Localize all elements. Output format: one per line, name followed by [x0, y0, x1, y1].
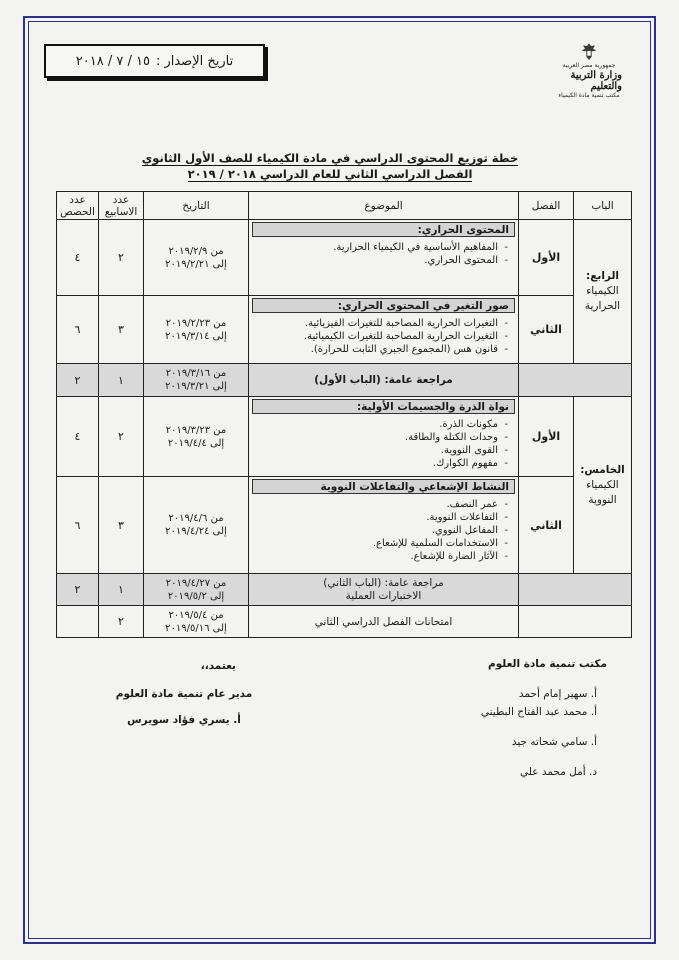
- unit-4-name: الكيمياء الحرارية: [584, 285, 621, 312]
- weeks-cell: ٣: [99, 477, 144, 574]
- date-cell: [144, 220, 249, 296]
- table-row-review: [57, 364, 632, 397]
- ministry-logo: [556, 42, 622, 100]
- topic-cell: [249, 477, 519, 574]
- director-approval: [104, 658, 264, 728]
- table-row: [57, 477, 632, 574]
- list-item: - المفاهيم الأساسية في الكيمياء الحرارية.: [255, 241, 498, 254]
- unit-5-name: الكيمياء النووية: [586, 478, 619, 506]
- logo-ministry-name: وزارة التربية والتعليم: [570, 70, 622, 92]
- issue-date-label: تاريخ الإصدار :: [155, 53, 234, 69]
- date-from: من ٢٠١٩/٤/٦: [168, 513, 224, 524]
- date-to: إلى ٢٠١٩/٣/٢١: [165, 381, 227, 392]
- date-from: من ٢٠١٩/٥/٤: [168, 609, 224, 621]
- date-cell: [144, 477, 249, 574]
- list-item: - قانون هس (المجموع الجبري الثابت للحرارة).: [255, 343, 498, 356]
- review-topic-cell: [249, 574, 519, 606]
- review-blank-cell: [519, 364, 632, 397]
- topic-heading: صور التغير في المحتوى الحراري:: [252, 298, 515, 313]
- periods-cell: ٦: [57, 477, 99, 574]
- weeks-cell: ١: [99, 364, 144, 397]
- date-to: إلى ٢٠١٩/٤/٤: [167, 437, 225, 449]
- table-row-review: [57, 574, 632, 606]
- col-header-bab: الباب: [574, 192, 632, 220]
- col-header-topic: الموضوع: [249, 192, 519, 220]
- date-cell: [144, 296, 249, 364]
- periods-cell: ٢: [57, 364, 99, 397]
- content-plan-table: [56, 191, 632, 638]
- unit-4-label: الرابع:: [586, 270, 619, 282]
- topic-heading: المحتوى الحراري:: [252, 222, 515, 237]
- table-row: [57, 296, 632, 364]
- exams-blank-cell: [519, 606, 632, 638]
- topic-list: [249, 315, 518, 358]
- review-blank-cell: [519, 574, 632, 606]
- date-from: من ٢٠١٩/٣/١٦: [165, 368, 227, 379]
- list-item: - الاستخدامات السلمية للإشعاع.: [255, 537, 498, 550]
- eagle-emblem-icon: [576, 42, 602, 62]
- date-to: إلى ٢٠١٩/٥/٢: [167, 590, 225, 602]
- list-item: - عمر النصف.: [255, 498, 498, 511]
- table-row-exams: [57, 606, 632, 638]
- title-line-1: خطة توزيع المحتوى الدراسي في مادة الكيمياء للصف الأول الثانوي: [141, 151, 519, 165]
- date-to: إلى ٢٠١٩/٢/٢١: [165, 258, 227, 270]
- title-line-2: الفصل الدراسي الثاني للعام الدراسي ٢٠١٨ / ٢٠١٩: [187, 167, 473, 181]
- date-to: إلى ٢٠١٩/٤/٢٤: [165, 526, 227, 537]
- member-name: د. أمل محمد علي: [520, 766, 597, 778]
- topic-cell: [249, 397, 519, 477]
- periods-cell: ٢: [57, 574, 99, 606]
- date-from: من ٢٠١٩/٢/٢٣: [165, 317, 227, 329]
- director-role: مدير عام تنمية مادة العلوم: [115, 688, 253, 700]
- date-from: من ٢٠١٩/٣/٢٣: [165, 424, 227, 436]
- review-line-2: الاختبارات العملية: [345, 589, 422, 602]
- approval-label: يعتمد،،: [200, 660, 236, 672]
- date-from: من ٢٠١٩/٢/٩: [168, 245, 224, 257]
- list-item: - الآثار الضارة للإشعاع.: [255, 550, 498, 563]
- weeks-cell: ٢: [99, 606, 144, 638]
- unit-5-cell: [574, 397, 632, 574]
- date-cell: [144, 364, 249, 397]
- chapter-cell: الأول: [519, 220, 574, 296]
- weeks-cell: ١: [99, 574, 144, 606]
- member-name: أ. سامي شحاته جيد: [511, 736, 597, 748]
- list-item: - التغيرات الحرارية المصاحبة للتغيرات الكيميائية.: [255, 330, 498, 343]
- col-header-fasl: الفصل: [519, 192, 574, 220]
- exams-topic-cell: امتحانات الفصل الدراسي الثاني: [249, 606, 519, 638]
- topic-list: [249, 416, 518, 472]
- topic-cell: [249, 296, 519, 364]
- list-item: - التفاعلات النووية.: [255, 511, 498, 524]
- document-title: [60, 150, 600, 182]
- weeks-cell: ٢: [99, 397, 144, 477]
- topic-heading: النشاط الإشعاعي والتفاعلات النووية: [252, 479, 515, 494]
- member-name: أ. محمد عبد الفتاح البطيني: [480, 706, 597, 718]
- col-header-date: التاريخ: [144, 192, 249, 220]
- list-item: - مكونات الذرة.: [255, 418, 498, 431]
- unit-4-cell: [574, 220, 632, 364]
- office-signatures: [480, 656, 607, 782]
- periods-cell: [57, 606, 99, 638]
- chapter-cell: الثاني: [519, 477, 574, 574]
- office-title: مكتب تنمية مادة العلوم: [488, 658, 607, 670]
- table-row: [57, 397, 632, 477]
- list-item: - القوى النووية.: [255, 444, 498, 457]
- list-item: - مفهوم الكوارك.: [255, 457, 498, 470]
- chapter-cell: الأول: [519, 397, 574, 477]
- issue-date-value: ١٥ / ٧ / ٢٠١٨: [75, 53, 150, 69]
- list-item: - التغيرات الحرارية المصاحبة للتغيرات الفيزيائية.: [255, 317, 498, 330]
- list-item: - وحدات الكتلة والطاقة.: [255, 431, 498, 444]
- list-item: - المحتوى الحراري.: [255, 254, 498, 267]
- weeks-cell: ٣: [99, 296, 144, 364]
- periods-cell: ٤: [57, 220, 99, 296]
- list-item: - المفاعل النووي.: [255, 524, 498, 537]
- issue-date-box: [44, 44, 265, 78]
- chapter-cell: الثاني: [519, 296, 574, 364]
- date-cell: [144, 397, 249, 477]
- logo-subtitle: جمهورية مصر العربية: [562, 62, 616, 69]
- table-header-row: [57, 192, 632, 220]
- date-cell: [144, 606, 249, 638]
- topic-cell: [249, 220, 519, 296]
- col-header-weeks: عدد الاسابيع: [99, 192, 144, 220]
- date-from: من ٢٠١٩/٤/٢٧: [165, 577, 227, 589]
- weeks-cell: ٢: [99, 220, 144, 296]
- logo-office-note: مكتب تنمية مادة الكيمياء: [558, 92, 620, 99]
- date-to: إلى ٢٠١٩/٥/١٦: [165, 622, 227, 634]
- director-name: أ. يسري فؤاد سويرس: [127, 714, 241, 726]
- col-header-periods: عدد الحصص: [57, 192, 99, 220]
- topic-list: [249, 239, 518, 269]
- topic-list: [249, 496, 518, 565]
- table-row: [57, 220, 632, 296]
- date-to: إلى ٢٠١٩/٣/١٤: [165, 330, 227, 342]
- date-cell: [144, 574, 249, 606]
- member-name: أ. سهير إمام أحمد: [518, 688, 597, 700]
- unit-5-label: الخامس:: [580, 463, 625, 476]
- periods-cell: ٦: [57, 296, 99, 364]
- periods-cell: ٤: [57, 397, 99, 477]
- review-line-1: مراجعة عامة: (الباب الثاني): [323, 576, 444, 589]
- topic-heading: نواة الذرة والجسيمات الأولية:: [252, 399, 515, 414]
- review-topic-cell: مراجعة عامة: (الباب الأول): [249, 364, 519, 397]
